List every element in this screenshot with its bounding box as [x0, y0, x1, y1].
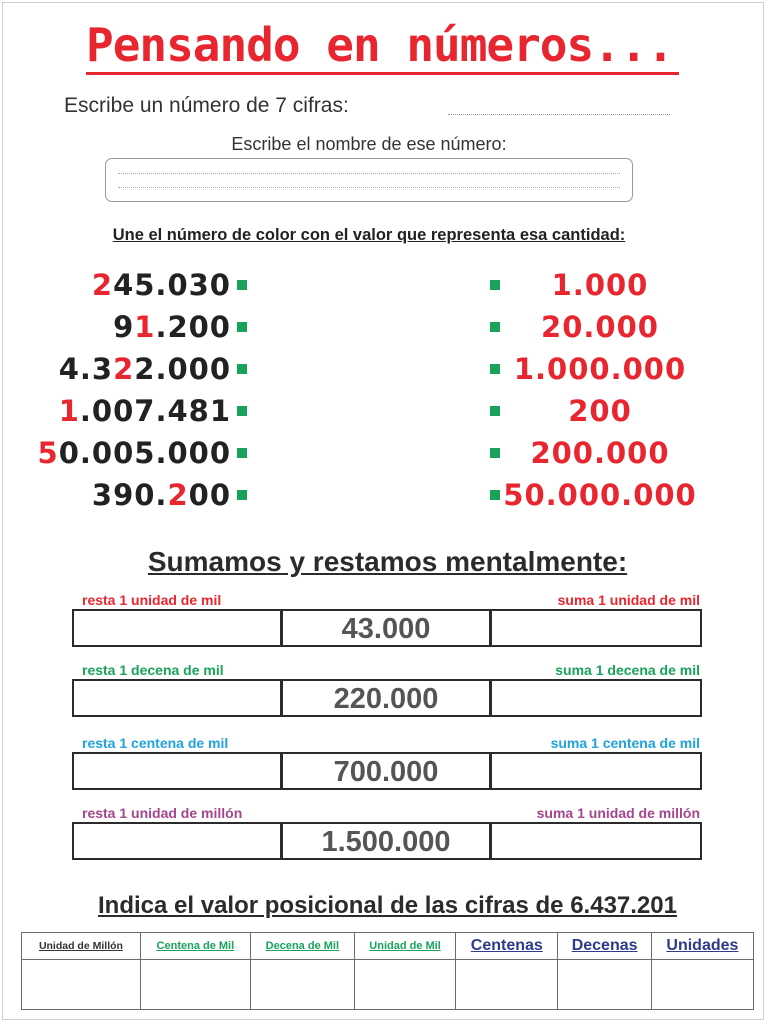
match-left-dot[interactable] — [237, 406, 247, 416]
mental-math-heading: Sumamos y restamos mentalmente: — [147, 546, 628, 577]
match-left-dot[interactable] — [237, 448, 247, 458]
match-left-dot[interactable] — [237, 322, 247, 332]
seven-digit-answer-line[interactable] — [448, 114, 670, 115]
highlight-digit: 1 — [134, 310, 156, 344]
subtract-label: resta 1 unidad de mil — [82, 592, 222, 608]
add-label: suma 1 decena de mil — [555, 662, 700, 678]
subtract-label: resta 1 decena de mil — [82, 662, 224, 678]
add-answer-cell[interactable] — [492, 681, 700, 715]
answer-cell[interactable] — [250, 960, 354, 1010]
number-name-prompt: Escribe el nombre de ese número: — [231, 134, 507, 154]
column-header: Decena de Mil — [250, 933, 354, 960]
column-header: Unidad de Millón — [22, 933, 141, 960]
answer-cell[interactable] — [140, 960, 250, 1010]
answer-cell[interactable] — [651, 960, 753, 1010]
add-label: suma 1 unidad de millón — [536, 805, 700, 821]
add-answer-cell[interactable] — [492, 824, 700, 858]
place-value-heading: Indica el valor posicional de las cifras de 6.437.201 — [98, 892, 677, 919]
subtract-answer-cell[interactable] — [74, 754, 283, 788]
match-left-number: 390.200 — [91, 478, 231, 512]
highlight-digit: 2 — [167, 478, 189, 512]
subtract-answer-cell[interactable] — [74, 824, 283, 858]
answer-dotted-line — [118, 173, 620, 174]
calc-row — [72, 822, 702, 860]
add-answer-cell[interactable] — [492, 611, 700, 645]
answer-cell[interactable] — [22, 960, 141, 1010]
column-header: Centena de Mil — [140, 933, 250, 960]
base-number: 1.500.000 — [283, 824, 492, 858]
match-left-dot[interactable] — [237, 364, 247, 374]
match-right-value: 1.000.000 — [513, 352, 687, 386]
subtract-label: resta 1 centena de mil — [82, 735, 229, 751]
match-left-number: 1.007.481 — [58, 394, 231, 428]
subtract-label: resta 1 unidad de millón — [82, 805, 243, 821]
answer-cell[interactable] — [558, 960, 651, 1010]
match-left-number: 4.322.000 — [58, 352, 231, 386]
subtract-answer-cell[interactable] — [74, 611, 283, 645]
add-answer-cell[interactable] — [492, 754, 700, 788]
match-right-dot[interactable] — [490, 364, 500, 374]
column-header: Decenas — [558, 933, 651, 960]
highlight-digit: 2 — [113, 352, 135, 386]
column-header: Unidades — [651, 933, 753, 960]
match-right-dot[interactable] — [490, 280, 500, 290]
match-right-value: 20.000 — [541, 310, 659, 344]
match-right-value: 1.000 — [551, 268, 649, 302]
highlight-digit: 1 — [58, 394, 80, 428]
match-right-value: 200 — [568, 394, 632, 428]
matching-instruction: Une el número de color con el valor que representa esa cantidad: — [112, 226, 626, 244]
subtract-answer-cell[interactable] — [74, 681, 283, 715]
match-right-dot[interactable] — [490, 322, 500, 332]
page-title: Pensando en números... — [86, 18, 679, 75]
match-left-dot[interactable] — [237, 490, 247, 500]
add-label: suma 1 unidad de mil — [557, 592, 700, 608]
match-left-number: 91.200 — [113, 310, 231, 344]
table-row — [22, 960, 754, 1010]
add-label: suma 1 centena de mil — [550, 735, 700, 751]
base-number: 43.000 — [283, 611, 492, 645]
match-right-value: 50.000.000 — [503, 478, 697, 512]
match-right-dot[interactable] — [490, 490, 500, 500]
table-header-row — [22, 933, 754, 960]
match-left-number: 50.005.000 — [37, 436, 231, 470]
answer-cell[interactable] — [354, 960, 455, 1010]
match-right-value: 200.000 — [530, 436, 670, 470]
match-left-dot[interactable] — [237, 280, 247, 290]
calc-row — [72, 679, 702, 717]
match-right-dot[interactable] — [490, 406, 500, 416]
column-header: Centenas — [456, 933, 558, 960]
answer-dotted-line — [118, 187, 620, 188]
calc-row — [72, 609, 702, 647]
column-header: Unidad de Mil — [354, 933, 455, 960]
highlight-digit: 5 — [37, 436, 59, 470]
answer-cell[interactable] — [456, 960, 558, 1010]
number-name-answer-box[interactable] — [105, 158, 633, 202]
calc-row — [72, 752, 702, 790]
base-number: 220.000 — [283, 681, 492, 715]
place-value-table — [21, 932, 754, 1010]
seven-digit-prompt: Escribe un número de 7 cifras: — [64, 94, 349, 117]
match-right-dot[interactable] — [490, 448, 500, 458]
match-left-number: 245.030 — [91, 268, 231, 302]
base-number: 700.000 — [283, 754, 492, 788]
highlight-digit: 2 — [91, 268, 114, 302]
